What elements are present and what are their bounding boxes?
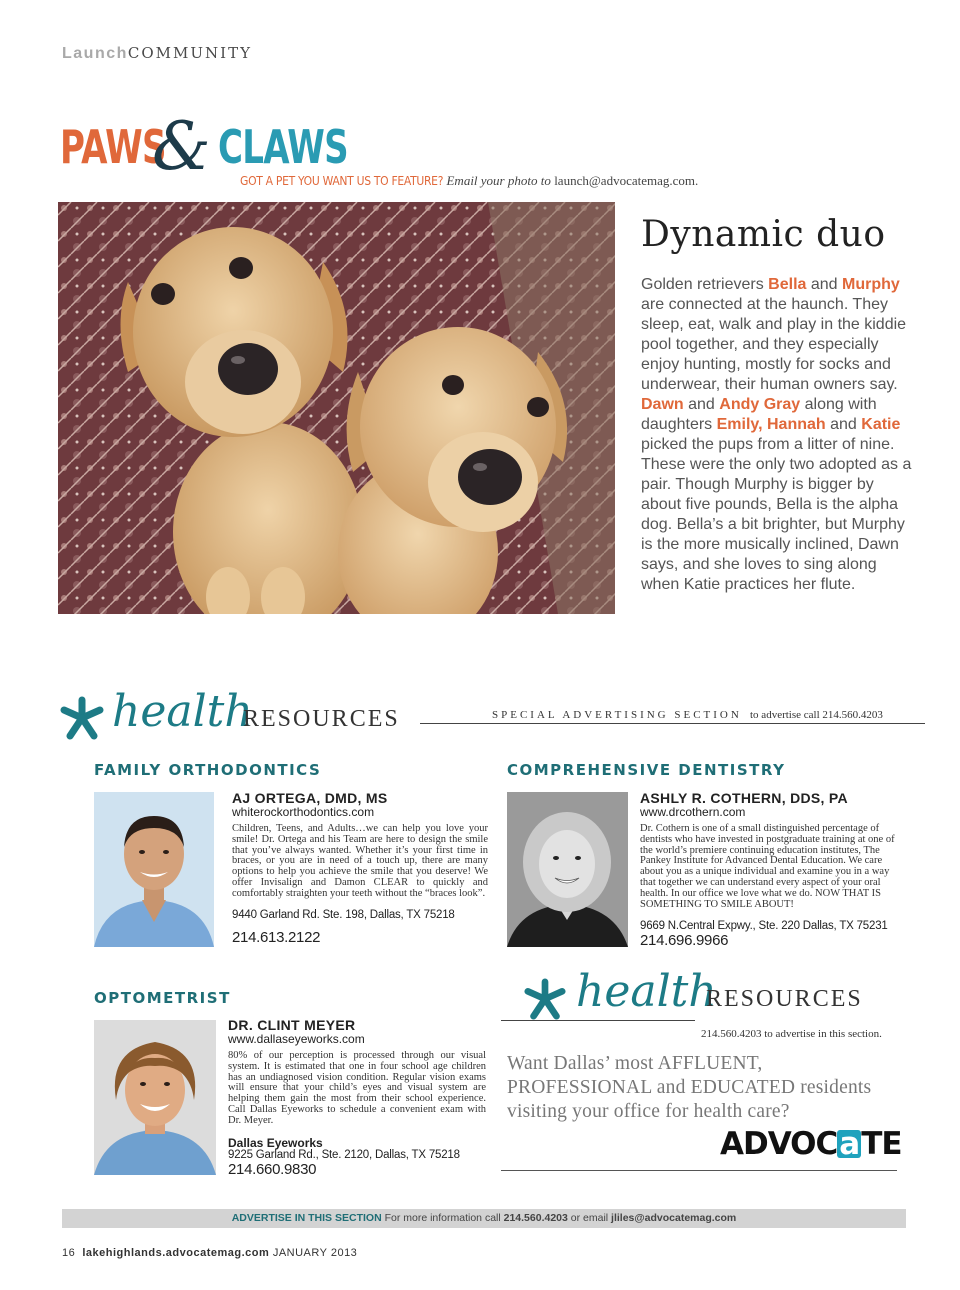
ampersand: &	[152, 108, 211, 185]
portrait-illustration	[94, 1020, 216, 1175]
article-text: Golden retrievers	[641, 276, 769, 293]
feature-prompt	[240, 173, 698, 189]
article-text: and	[825, 416, 862, 433]
article-title: Dynamic duo	[641, 214, 886, 255]
doctor-name: DR. CLINT MEYER	[228, 1017, 356, 1033]
section-rule	[420, 723, 925, 724]
asterisk-icon	[522, 978, 568, 1020]
section-label	[62, 44, 252, 63]
doctor-name: ASHLY R. COTHERN, DDS, PA	[640, 790, 848, 806]
article-body	[641, 275, 916, 595]
doctor-website[interactable]: www.drcothern.com	[640, 805, 746, 819]
doctor-phone: 214.696.9966	[640, 932, 729, 949]
health-script: health	[112, 686, 253, 737]
portrait-illustration	[507, 792, 628, 947]
dog-name: Bella	[768, 276, 807, 293]
advocate-logo	[720, 1126, 902, 1162]
doctor-address: 9225 Garland Rd., Ste. 2120, Dallas, TX 75218	[228, 1149, 460, 1161]
doctor-description: 80% of our perception is processed through our visual system. It is estimated that one in four school age children has an undiagnosed vision condition. Regular vision exams will ensure that your child’s eyes and visual system are helping them gain the most from their school experience. Call Dallas Eyeworks to schedule a convenient exam with Dr. Meyer.	[228, 1050, 486, 1126]
resources-caps: RESOURCES	[243, 706, 400, 732]
footer-text: or email	[567, 1212, 612, 1224]
health-script: health	[576, 966, 717, 1017]
article-text: and	[806, 276, 843, 293]
footer-email[interactable]: jliles@advocatemag.com	[611, 1212, 737, 1224]
footer-text: For more information call	[381, 1212, 504, 1224]
ad-health-resources-logo	[522, 966, 882, 1022]
owner-name: Emily, Hannah	[716, 416, 826, 433]
asterisk-icon	[58, 696, 106, 740]
site-url[interactable]: lakehighlands.advocatemag.com	[82, 1247, 270, 1259]
issue-date: JANUARY 2013	[272, 1247, 358, 1259]
feature-question: GOT A PET YOU WANT US TO FEATURE?	[240, 174, 444, 188]
portrait-ashly-cothern	[507, 792, 628, 947]
resources-caps: RESOURCES	[706, 986, 863, 1012]
ad-rule	[501, 1020, 695, 1021]
claws-word: CLAWS	[218, 120, 348, 174]
doctor-address: 9669 N.Central Expwy., Ste. 220 Dallas, TX 75231	[640, 920, 888, 932]
page-number: 16	[62, 1247, 76, 1259]
section-label-community: COMMUNITY	[127, 44, 252, 62]
owner-name: Andy Gray	[719, 396, 801, 413]
section-label-launch: Launch	[62, 45, 128, 62]
ad-call-text: 214.560.4203 to advertise in this section.	[701, 1028, 882, 1040]
portrait-illustration	[94, 792, 214, 947]
logo-text: ADVOC	[720, 1126, 838, 1162]
advertise-footer-bar	[62, 1209, 906, 1228]
footer-phone: 214.560.4203	[503, 1212, 568, 1224]
doctor-phone: 214.613.2122	[232, 929, 321, 946]
article-text: and	[683, 396, 720, 413]
dogs-photo-illustration	[58, 202, 615, 614]
ad-pitch-text: Want Dallas’ most AFFLUENT, PROFESSIONAL and EDUCATED residents visiting your office for health care?	[507, 1053, 872, 1122]
health-resources-logo	[58, 686, 418, 742]
logo-text: TE	[861, 1126, 902, 1162]
article-text: are connected at the haunch. They sleep, eat, walk and play in the kiddie pool together, and they especially enjoy hunting, mostly for socks and underwear, their human owners say.	[641, 296, 907, 393]
doctor-description: Dr. Cothern is one of a small distinguished percentage of dentists who have invested in postgraduate training at one of the world’s premiere continuing education institutes, The Pankey Institute for Advanced Dental Education. We care about you as a unique individual and examine you in a way that together we can understand every aspect of your oral health. In our office we love what we do. NOW THAT IS SOMETHING TO SMILE ABOUT!	[640, 823, 895, 910]
paws-word: PAWS	[60, 120, 166, 174]
advertise-call: to advertise call 214.560.4203	[750, 709, 883, 721]
email-address[interactable]: launch@advocatemag.com.	[554, 173, 699, 188]
category-comprehensive-dentistry: COMPREHENSIVE DENTISTRY	[507, 761, 786, 779]
page-footer	[62, 1247, 357, 1259]
dogs-photo	[58, 202, 615, 614]
category-family-orthodontics: FAMILY ORTHODONTICS	[94, 761, 322, 779]
article-text: along with daughters	[641, 396, 877, 433]
special-advertising-label: SPECIAL ADVERTISING SECTION	[492, 709, 742, 721]
logo-a-mark: a	[839, 1126, 860, 1162]
doctor-name: AJ ORTEGA, DMD, MS	[232, 790, 388, 806]
advertise-label: ADVERTISE IN THIS SECTION	[231, 1212, 382, 1224]
article-text: picked the pups from a litter of nine. These were the only two adopted as a pair. Though Murphy is bigger by about five pounds, Bella is the alpha dog. Bella’s a bit brighter, but Murphy is the more musically inclined, Dawn says, and she loves to sing along when Katie practices her flute.	[641, 436, 912, 593]
ad-bottom-rule	[501, 1170, 897, 1171]
doctor-phone: 214.660.9830	[228, 1161, 317, 1178]
dog-name: Murphy	[842, 276, 900, 293]
owner-name: Katie	[861, 416, 901, 433]
business-name: Dallas Eyeworks	[228, 1136, 323, 1150]
email-lead: Email your photo to	[446, 173, 551, 188]
portrait-clint-meyer	[94, 1020, 216, 1175]
doctor-website[interactable]: www.dallaseyeworks.com	[228, 1032, 365, 1046]
doctor-description: Children, Teens, and Adults…we can help you love your smile! Dr. Ortega and his Team are here to design the smile that you’ve always wanted. Whether it’s your first time in braces, or you are in need of a touch up, there are many options to help you achieve the smile that you deserve! We offer Invisalign and Damon CLEAR to quickly and comfortably straighten your teeth without the “braces look”.	[232, 823, 488, 899]
portrait-aj-ortega	[94, 792, 214, 947]
owner-name: Dawn	[641, 396, 684, 413]
doctor-address: 9440 Garland Rd. Ste. 198, Dallas, TX 75218	[232, 909, 455, 921]
doctor-website[interactable]: whiterockorthodontics.com	[232, 805, 375, 819]
category-optometrist: OPTOMETRIST	[94, 989, 231, 1007]
